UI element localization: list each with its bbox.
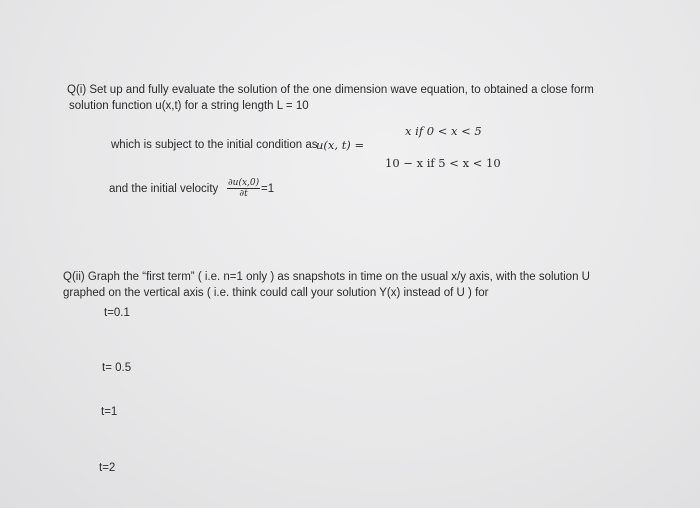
initial-condition-label: which is subject to the initial condition as xyxy=(111,139,318,151)
q2-line-1: Q(ii) Graph the “first term” ( i.e. n=1 only ) as snapshots in time on the usual x/y axis, with the solution U xyxy=(63,271,590,283)
q1-line-2: solution function u(x,t) for a string length L = 10 xyxy=(69,100,309,112)
initial-velocity-value: =1 xyxy=(261,183,275,195)
time-snapshot-1: t=0.1 xyxy=(104,307,130,319)
time-snapshot-3: t=1 xyxy=(101,406,118,418)
piecewise-case-2: 10 − x if 5 < x < 10 xyxy=(385,156,501,170)
u-of-x-t: u(x, t) = xyxy=(316,138,365,152)
partial-derivative-fraction xyxy=(227,178,260,199)
time-snapshot-2: t= 0.5 xyxy=(102,362,132,374)
initial-velocity-label: and the initial velocity xyxy=(109,183,219,195)
fraction-denominator: ∂t xyxy=(239,189,248,199)
q2-line-2: graphed on the vertical axis ( i.e. think could call your solution Y(x) instead of U ) for xyxy=(63,287,489,299)
fraction-numerator: ∂u(x,0) xyxy=(228,178,260,188)
time-snapshot-4: t=2 xyxy=(99,462,116,474)
piecewise-case-1: x if 0 < x < 5 xyxy=(405,124,482,138)
q1-line-1: Q(i) Set up and fully evaluate the solution of the one dimension wave equation, to obtained a close form xyxy=(67,84,594,96)
